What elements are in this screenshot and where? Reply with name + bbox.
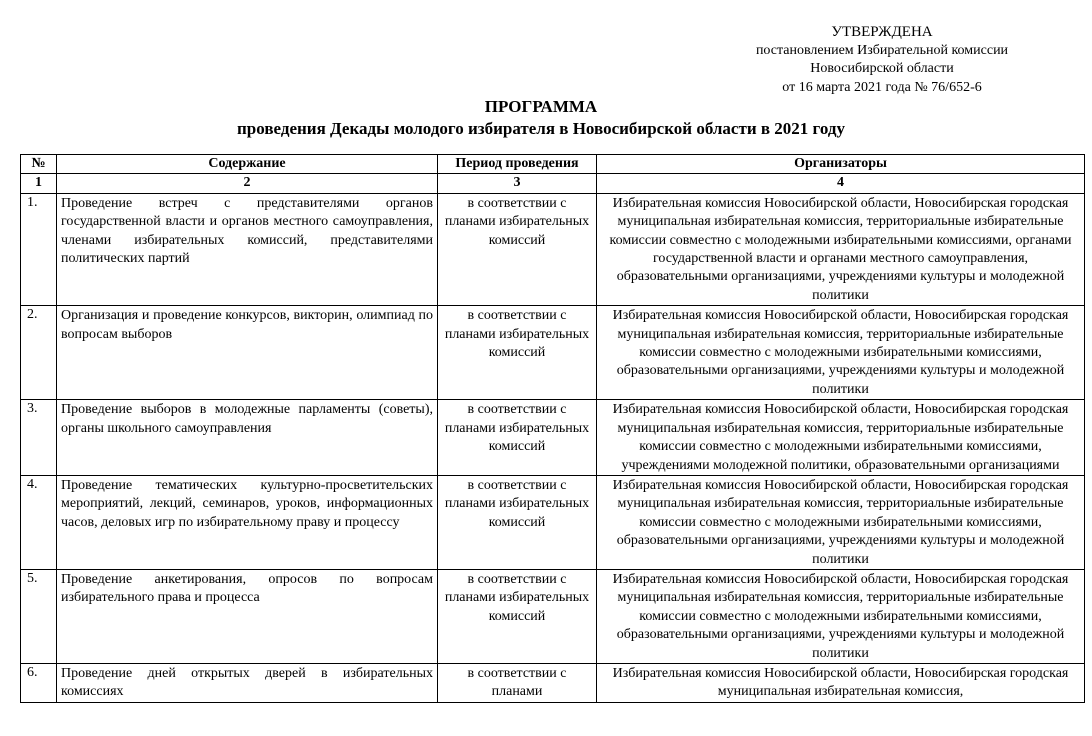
approval-stamp [700, 23, 1064, 97]
row-organizers: Избирательная комиссия Новосибирской области, Новосибирская городская муниципальная избирательная комиссия, территориальные избирательные комиссии совместно с молодежными избирательными комиссиями, образовательными организациями, учреждениями культуры и молодежной политики [597, 475, 1085, 569]
approval-line: Новосибирской области [810, 61, 954, 76]
row-content: Проведение тематических культурно-просветительских мероприятий, лекций, семинаров, уроков, информационных часов, деловых игр по избирательному праву и процессу [57, 475, 438, 569]
column-number: 2 [57, 174, 438, 193]
header-number: № [21, 155, 57, 174]
table-row [21, 475, 1085, 569]
approval-line: от 16 марта 2021 года № 76/652-6 [782, 79, 982, 95]
row-organizers: Избирательная комиссия Новосибирской области, Новосибирская городская муниципальная избирательная комиссия, территориальные избирательные комиссии совместно с молодежными избирательными комиссиями, образовательными организациями, учреждениями культуры и молодежной политики [597, 306, 1085, 400]
program-table [20, 154, 1085, 703]
table-header-row [21, 155, 1085, 174]
approval-line: постановлением Избирательной комиссии [755, 42, 1009, 58]
row-content: Проведение дней открытых дверей в избирательных комиссиях [57, 663, 438, 702]
title-line-2: проведения Декады молодого избирателя в Новосибирской области в 2021 году [237, 119, 845, 138]
row-period: в соответствии с планами избирательных комиссий [438, 193, 597, 305]
row-content: Проведение встреч с представителями органов государственной власти и органов местного самоуправления, членами избирательных комиссий, представителями политических партий [57, 193, 438, 305]
row-organizers: Избирательная комиссия Новосибирской области, Новосибирская городская муниципальная избирательная комиссия, территориальные избирательные комиссии совместно с молодежными избирательными комиссиями, учреждениями молодежной политики, образовательными организациями [597, 400, 1085, 476]
column-number: 4 [597, 174, 1085, 193]
row-number: 2. [21, 306, 57, 400]
row-number: 4. [21, 475, 57, 569]
row-organizers: Избирательная комиссия Новосибирской области, Новосибирская городская муниципальная избирательная комиссия, территориальные избирательные комиссии совместно с молодежными избирательными комиссиями, органами государственной власти и органами местного самоуправления, образовательными организациями, учреждениями культуры и молодежной политики [597, 193, 1085, 305]
row-period: в соответствии с планами избирательных комиссий [438, 569, 597, 663]
table-row [21, 569, 1085, 663]
table-row [21, 663, 1085, 702]
approval-heading: УТВЕРЖДЕНА [831, 24, 933, 40]
row-organizers: Избирательная комиссия Новосибирской области, Новосибирская городская муниципальная избирательная комиссия, территориальные избирательные комиссии совместно с молодежными избирательными комиссиями, образовательными организациями, учреждениями культуры и молодежной политики [597, 569, 1085, 663]
row-content: Организация и проведение конкурсов, викторин, олимпиад по вопросам выборов [57, 306, 438, 400]
row-number: 5. [21, 569, 57, 663]
table-row [21, 193, 1085, 305]
column-number: 1 [21, 174, 57, 193]
row-period: в соответствии с планами избирательных комиссий [438, 400, 597, 476]
table-row [21, 306, 1085, 400]
column-numbering-row [21, 174, 1085, 193]
row-period: в соответствии с планами избирательных комиссий [438, 475, 597, 569]
document-title [0, 96, 1082, 140]
header-period: Период проведения [438, 155, 597, 174]
table-row [21, 400, 1085, 476]
row-organizers: Избирательная комиссия Новосибирской области, Новосибирская городская муниципальная избирательная комиссия, [597, 663, 1085, 702]
header-organizers: Организаторы [597, 155, 1085, 174]
column-number: 3 [438, 174, 597, 193]
row-number: 6. [21, 663, 57, 702]
row-content: Проведение анкетирования, опросов по вопросам избирательного права и процесса [57, 569, 438, 663]
row-number: 1. [21, 193, 57, 305]
row-content: Проведение выборов в молодежные парламенты (советы), органы школьного самоуправления [57, 400, 438, 476]
header-content: Содержание [57, 155, 438, 174]
row-period: в соответствии с планами избирательных комиссий [438, 306, 597, 400]
row-period: в соответствии с планами [438, 663, 597, 702]
title-line-1: ПРОГРАММА [484, 97, 598, 116]
row-number: 3. [21, 400, 57, 476]
